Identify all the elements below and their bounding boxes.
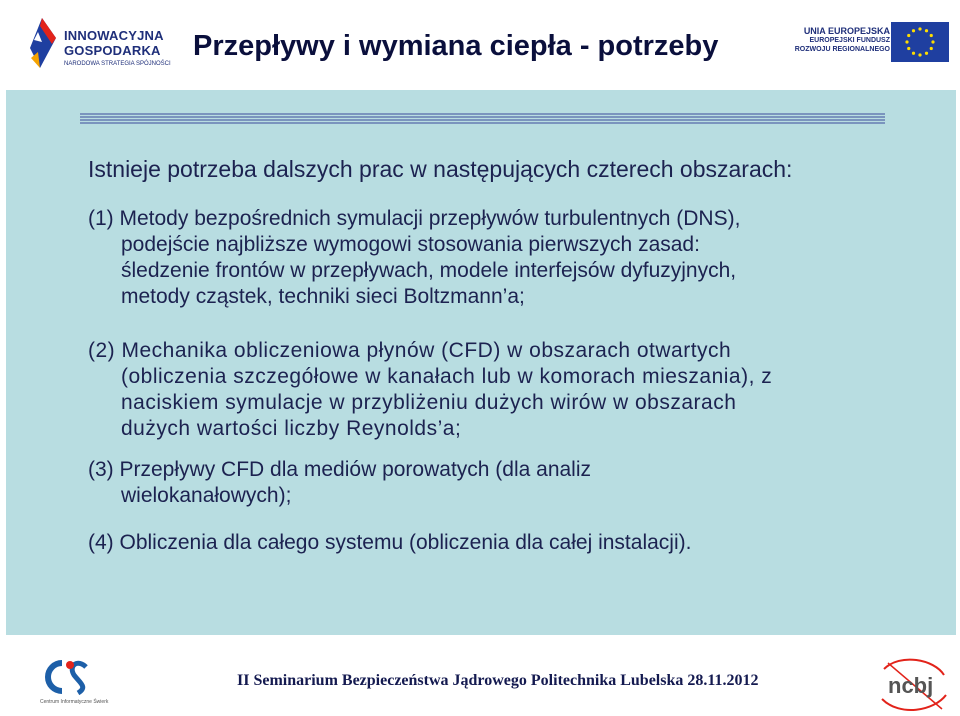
item-2-line-2: (obliczenia szczegółowe w kanałach lub w komorach mieszania), z xyxy=(121,365,773,388)
item-1-line-2: podejście najbliższe wymogowi stosowania pierwszych zasad: xyxy=(121,233,700,256)
innowacyjna-gospodarka-logo xyxy=(28,16,178,70)
item-2-line-1: (2) Mechanika obliczeniowa płynów (CFD) w obszarach otwartych xyxy=(88,339,732,362)
slide-body xyxy=(88,153,928,556)
ncbj-logo-text: ncbj xyxy=(888,673,934,698)
eu-star-icon xyxy=(912,52,915,55)
slide-title: Przepływy i wymiana ciepła - potrzeby xyxy=(193,30,719,62)
item-3-line-2: wielokanałowych); xyxy=(121,484,292,507)
eu-logo-line2: EUROPEJSKI FUNDUSZ xyxy=(809,37,890,44)
eu-star-icon xyxy=(907,47,910,50)
eu-star-icon xyxy=(907,34,910,37)
item-4-line-1: (4) Obliczenia dla całego systemu (obliczenia dla całej instalacji). xyxy=(88,531,692,554)
ig-logo-line1: INNOWACYJNA xyxy=(64,28,164,43)
decorative-rules xyxy=(80,112,885,124)
eu-logo-text xyxy=(790,26,890,54)
footer-text: II Seminarium Bezpieczeństwa Jądrowego Politechnika Lubelska 28.11.2012 xyxy=(237,672,759,689)
eu-star-icon xyxy=(925,29,928,32)
ig-flag-icon xyxy=(28,18,58,68)
eu-logo-line3: ROZWOJU REGIONALNEGO xyxy=(794,46,890,53)
item-2-line-3: naciskiem symulacje w przybliżeniu dużych wirów w obszarach xyxy=(121,391,737,414)
eu-star-icon xyxy=(918,53,921,56)
eu-star-icon xyxy=(930,34,933,37)
eu-logo-line1: UNIA EUROPEJSKA xyxy=(803,26,890,36)
cis-logo-caption: Centrum Informatyczne Świerk xyxy=(40,699,109,705)
ig-logo-line3: NARODOWA STRATEGIA SPÓJNOŚCI xyxy=(64,61,171,67)
eu-star-icon xyxy=(930,47,933,50)
eu-star-icon xyxy=(918,27,921,30)
ig-logo-line2: GOSPODARKA xyxy=(64,43,161,58)
list-item-3 xyxy=(88,457,928,509)
eu-star-icon xyxy=(925,52,928,55)
item-1-line-1: (1) Metody bezpośrednich symulacji przepływów turbulentnych (DNS), xyxy=(88,207,741,230)
ncbj-logo-icon xyxy=(880,655,950,715)
item-2-line-4: dużych wartości liczby Reynolds’a; xyxy=(121,417,462,440)
footer xyxy=(0,635,960,716)
header xyxy=(0,0,960,90)
list-item-2 xyxy=(88,338,928,442)
item-1-line-4: metody cząstek, techniki sieci Boltzmann’a; xyxy=(121,285,525,308)
eu-star-icon xyxy=(931,40,934,43)
cis-logo-icon xyxy=(40,657,92,697)
item-3-line-1: (3) Przepływy CFD dla mediów porowatych (dla analiz xyxy=(88,458,592,481)
intro-text: Istnieje potrzeba dalszych prac w następujących czterech obszarach: xyxy=(88,156,793,182)
eu-flag-icon xyxy=(891,22,949,62)
item-1-line-3: śledzenie frontów w przepływach, modele interfejsów dyfuzyjnych, xyxy=(121,259,737,282)
eu-star-icon xyxy=(912,29,915,32)
list-item-1 xyxy=(88,206,928,310)
cis-logo xyxy=(40,657,109,707)
eu-star-icon xyxy=(905,40,908,43)
list-item-4 xyxy=(88,530,928,556)
